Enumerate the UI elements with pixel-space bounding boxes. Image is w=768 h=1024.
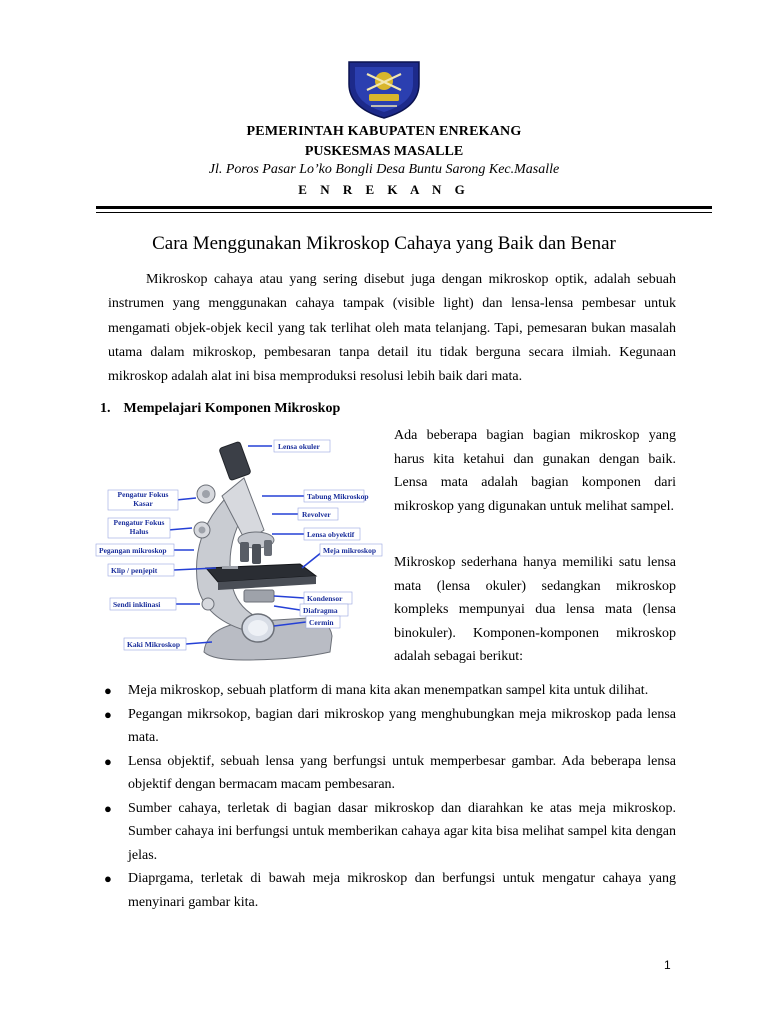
list-item xyxy=(100,750,676,797)
bullet-icon: ● xyxy=(104,753,112,769)
letterhead-divider-thick xyxy=(96,206,712,209)
list-item xyxy=(100,797,676,868)
list-item xyxy=(100,867,676,914)
page-number: 1 xyxy=(664,958,671,972)
label-meja-mikroskop: Meja mikroskop xyxy=(323,546,376,555)
label-kondensor: Kondensor xyxy=(307,594,343,603)
intro-paragraph: Mikroskop cahaya atau yang sering disebut juga dengan mikroskop optik, adalah sebuah instrumen yang menggunakan cahaya tampak (visible light) dan lensa-lensa pembesar untuk mengamati objek-objek kecil yang tak terlihat oleh mata telanjang. Tapi, pemesaran bukan masalah utama dalam mikroskop, pembesaran tanpa detail itu tidak berguna secara ilmiah. Kegunaan mikroskop adalah alat ini bisa memproduksi resolusi lebih baik dari mata. xyxy=(108,272,676,385)
list-item-text: Diaprgama, terletak di bawah meja mikroskop dan berfungsi untuk mengatur cahaya yang menyinari gambar kita. xyxy=(128,871,676,910)
office-heading: PUSKESMAS MASALLE xyxy=(304,144,464,159)
label-sendi-inklinasi: Sendi inklinasi xyxy=(113,600,161,609)
side-paragraph-2: Mikroskop sederhana hanya memiliki satu lensa mata (lensa okuler) sedangkan mikroskop kompleks mempunyai dua lensa mata (lensa binokuler). Komponen-komponen mikroskop adalah sebagai berikut: xyxy=(394,555,676,664)
label-lensa-obyektif: Lensa obyektif xyxy=(307,530,355,539)
list-item-text: Sumber cahaya, terletak di bagian dasar mikroskop dan diarahkan ke atas meja mikroskop. Sumber cahaya ini berfungsi untuk memberikan cahaya agar kita bisa melihat sampel kita dengan jelas. xyxy=(128,800,676,863)
label-cermin: Cermin xyxy=(309,618,334,627)
microscope-diagram xyxy=(94,438,386,666)
bullet-icon: ● xyxy=(104,706,112,722)
list-item xyxy=(100,679,676,703)
component-list xyxy=(100,679,676,914)
list-item-text: Lensa objektif, sebuah lensa yang berfungsi untuk memperbesar gambar. Ada beberapa lensa objektif dengan bermacam macam pembesaran. xyxy=(128,753,676,792)
label-kaki-mikroskop: Kaki Mikroskop xyxy=(127,640,181,649)
bullet-icon: ● xyxy=(104,683,112,698)
list-item-text: Meja mikroskop, sebuah platform di mana kita akan menempatkan sampel kita untuk dilihat. xyxy=(128,683,649,698)
list-item xyxy=(100,703,676,750)
label-tabung-mikroskop: Tabung Mikroskop xyxy=(307,492,369,501)
label-revolver: Revolver xyxy=(302,510,331,519)
document-title: Cara Menggunakan Mikroskop Cahaya yang Baik dan Benar xyxy=(152,233,616,254)
section-title: Mempelajari Komponen Mikroskop xyxy=(123,401,341,416)
section-number: 1. xyxy=(100,401,111,416)
label-fokus-kasar: Pengatur Fokus Kasar xyxy=(117,490,169,508)
label-fokus-halus: Pengatur Fokus Halus xyxy=(113,518,165,536)
label-lensa-okuler: Lensa okuler xyxy=(278,442,320,451)
bullet-icon: ● xyxy=(104,871,112,886)
regency-emblem-logo xyxy=(343,54,425,120)
address-line: Jl. Poros Pasar Lo’ko Bongli Desa Buntu Sarong Kec.Masalle xyxy=(208,162,560,177)
government-heading: PEMERINTAH KABUPATEN ENREKANG xyxy=(246,124,522,139)
list-item-text: Pegangan mikrsokop, bagian dari mikroskop yang menghubungkan meja mikroskop pada lensa mata. xyxy=(128,706,676,745)
label-klip-penjepit: Klip / penjepit xyxy=(111,566,158,575)
section-heading xyxy=(100,401,340,417)
bullet-icon: ● xyxy=(104,800,112,816)
city-line: E N R E K A N G xyxy=(298,182,470,197)
letterhead-divider-thin xyxy=(96,212,712,213)
label-pegangan-mikroskop: Pegangan mikroskop xyxy=(99,546,167,555)
label-diafragma: Diafragma xyxy=(303,606,338,615)
side-paragraph-1: Ada beberapa bagian bagian mikroskop yang harus kita ketahui dan gunakan dengan baik. Lensa mata adalah bagian komponen dari mikroskop yang digunakan untuk melihat sampel. xyxy=(394,428,676,514)
